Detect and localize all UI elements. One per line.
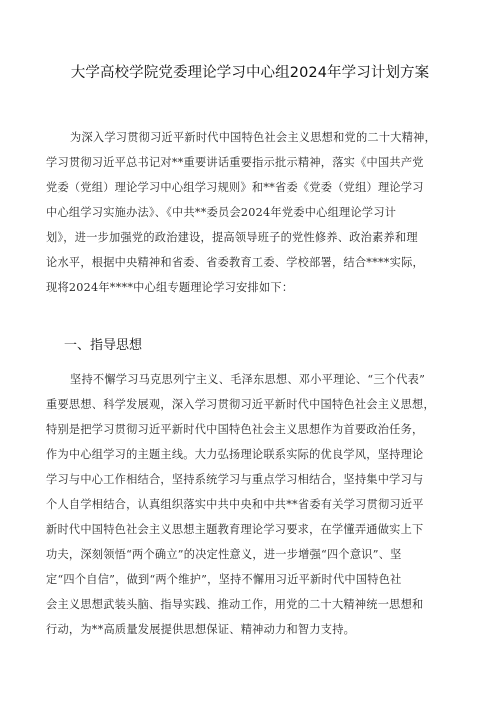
intro-line: 学习贯彻习近平总书记对**重要讲话重要指示批示精神，落实《中国共产党 <box>46 156 424 169</box>
intro-line: 论水平，根据中央精神和省委、省委教育工委、学校部署，结合****实际， <box>46 256 424 269</box>
intro-line: 现将2024年****中心组专题理论学习安排如下： <box>46 281 294 294</box>
intro-line: 党委（党组）理论学习中心组学习规则》和**省委《党委（党组）理论学习 <box>46 181 424 194</box>
section-line: 新时代中国特色社会主义思想主题教育理论学习要求，在学懂弄通做实上下 <box>46 523 424 536</box>
intro-line: 为深入学习贯彻习近平新时代中国特色社会主义思想和党的二十大精神， <box>70 131 437 144</box>
section-line: 功夫，深刻领悟“两个确立”的决定性意义，进一步增强“四个意识”、坚 <box>46 548 402 561</box>
section-line: 会主义思想武装头脑、指导实践、推动工作，用党的二十大精神统一思想和 <box>46 598 424 611</box>
document-title: 大学高校学院党委理论学习中心组2024年学习计划方案 <box>70 65 430 81</box>
section-line: 个人自学相结合，认真组织落实中共中央和中共**省委有关学习贯彻习近平 <box>46 498 424 511</box>
section-line: 作为中心组学习的主题主线。大力弘扬理论联系实际的优良学风，坚持理论 <box>46 448 424 461</box>
section-heading-guiding-ideology: 一、指导思想 <box>64 338 143 353</box>
section-line: 行动，为**高质量发展提供思想保证、精神动力和智力支持。 <box>46 623 356 636</box>
section-line: 重要思想、科学发展观，深入学习贯彻习近平新时代中国特色社会主义思想， <box>46 398 435 411</box>
section-line: 学习与中心工作相结合，坚持系统学习与重点学习相结合，坚持集中学习与 <box>46 473 424 486</box>
intro-line: 中心组学习实施办法》、《中共**委员会2024年党委中心组理论学习计 <box>46 206 397 219</box>
section-line: 定“四个自信”，做到“两个维护”，坚持不懈用习近平新时代中国特色社 <box>46 573 402 586</box>
intro-line: 划》，进一步加强党的政治建设，提高领导班子的党性修养、政治素养和理 <box>46 231 418 244</box>
section-line: 坚持不懈学习马克思列宁主义、毛泽东思想、邓小平理论、“三个代表” <box>70 373 426 386</box>
section-line: 特别是把学习贯彻习近平新时代中国特色社会主义思想作为首要政治任务， <box>46 423 424 436</box>
